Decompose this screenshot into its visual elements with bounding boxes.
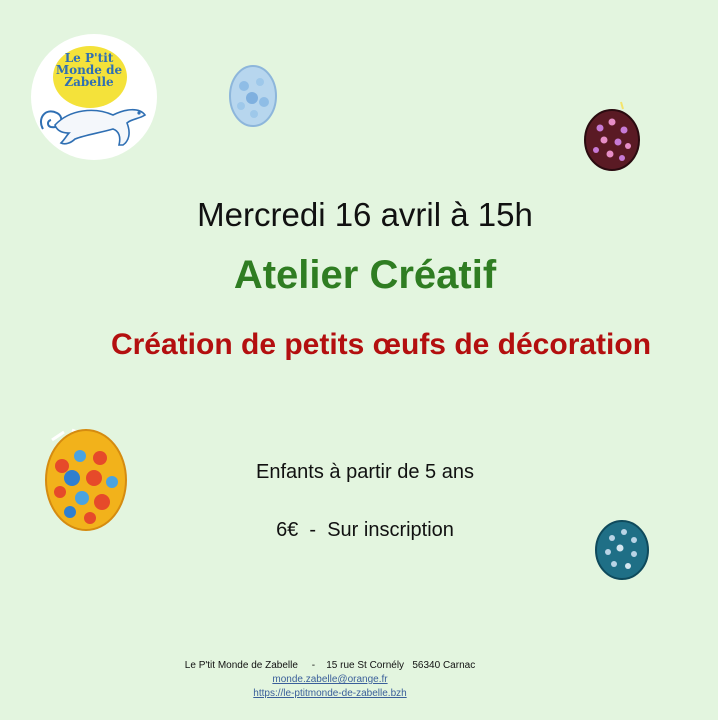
logo-line-1: Le P'tit [64, 51, 114, 65]
logo-text [49, 52, 129, 88]
logo-line-2: Monde de [55, 63, 123, 77]
footer-address: Le P'tit Monde de Zabelle - 15 rue St Cornély 56340 Carnac [184, 660, 476, 671]
light-blue-egg-decoration [226, 62, 280, 128]
footer-email-link[interactable]: monde.zabelle@orange.fr [272, 674, 388, 685]
age-requirement: Enfants à partir de 5 ans [256, 461, 474, 483]
footer-website-link[interactable]: https://le-ptitmonde-de-zabelle.bzh [253, 688, 407, 699]
event-date: Mercredi 16 avril à 15h [197, 196, 533, 233]
logo [31, 34, 157, 160]
logo-line-3: Zabelle [64, 75, 114, 89]
dark-red-egg-decoration [582, 100, 642, 172]
event-title: Atelier Créatif [233, 253, 497, 297]
event-subtitle: Création de petits œufs de décoration [110, 328, 652, 361]
ferret-illustration [35, 89, 155, 149]
price-registration: 6€ - Sur inscription [276, 519, 454, 541]
